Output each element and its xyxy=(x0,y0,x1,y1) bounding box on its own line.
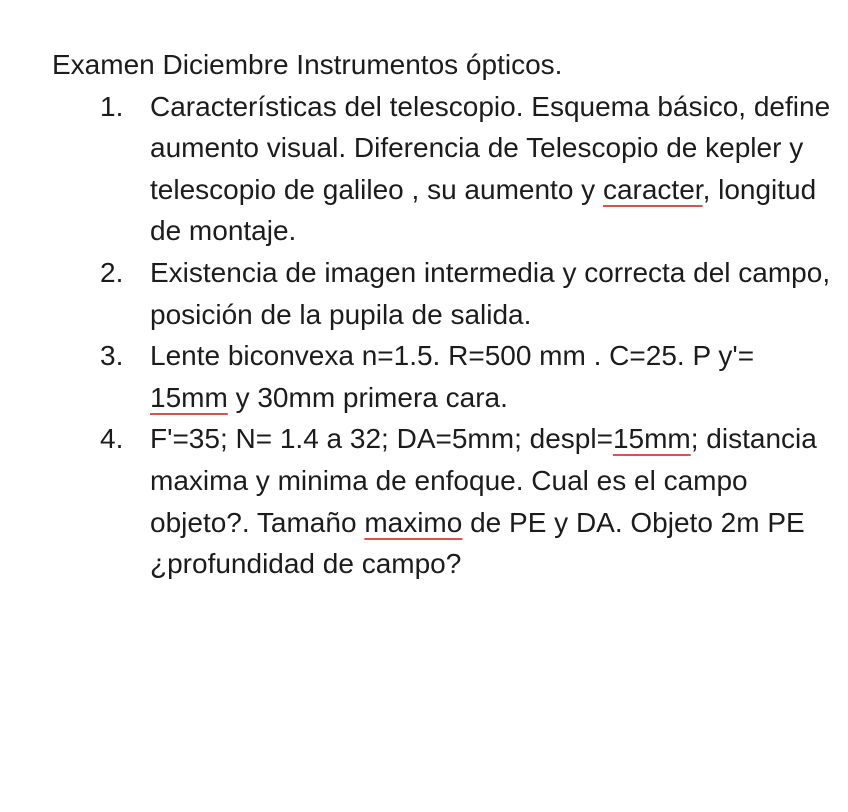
list-item-text xyxy=(150,418,832,584)
misspelled-word[interactable]: caracter xyxy=(602,173,703,205)
misspelled-word[interactable]: maximo xyxy=(364,506,463,538)
document-body xyxy=(52,44,832,585)
list-item xyxy=(52,335,832,418)
text-run: Existencia de imagen intermedia y correcta del campo, posición de la pupila de salida. xyxy=(150,256,831,330)
list-item xyxy=(52,252,832,335)
text-run: F'=35; N= 1.4 a 32; DA=5mm; despl= xyxy=(150,423,613,455)
list-item-text xyxy=(150,252,832,335)
list-item-number: 3. xyxy=(100,340,124,372)
text-run: y 30mm primera cara. xyxy=(227,381,508,413)
text-run: Lente biconvexa n=1.5. R=500 mm . C=25. P y'= xyxy=(150,340,755,372)
text-run: de PE y DA. Objeto 2m PE ¿profundidad de campo? xyxy=(150,506,805,580)
text-run: Características del telescopio. Esquema básico, define aumento visual. Diferencia de Telescopio de kepler y telescopio de galileo , su aumento y xyxy=(150,90,831,205)
question-list xyxy=(52,86,832,585)
list-item-number: 1. xyxy=(100,90,124,122)
misspelled-word[interactable]: 15mm xyxy=(150,381,228,413)
misspelled-word[interactable]: 15mm xyxy=(612,423,691,455)
list-item xyxy=(52,418,832,584)
document-title: Examen Diciembre Instrumentos ópticos. xyxy=(52,49,563,80)
list-item-text xyxy=(150,335,832,418)
list-item-text xyxy=(150,86,832,252)
list-item-number: 2. xyxy=(100,256,124,288)
text-run: ; distancia maxima y minima de enfoque. Cual es el campo objeto?. Tamaño xyxy=(150,423,817,538)
list-item xyxy=(52,86,832,252)
list-item-number: 4. xyxy=(100,423,124,455)
text-run: , longitud de montaje. xyxy=(150,173,817,247)
